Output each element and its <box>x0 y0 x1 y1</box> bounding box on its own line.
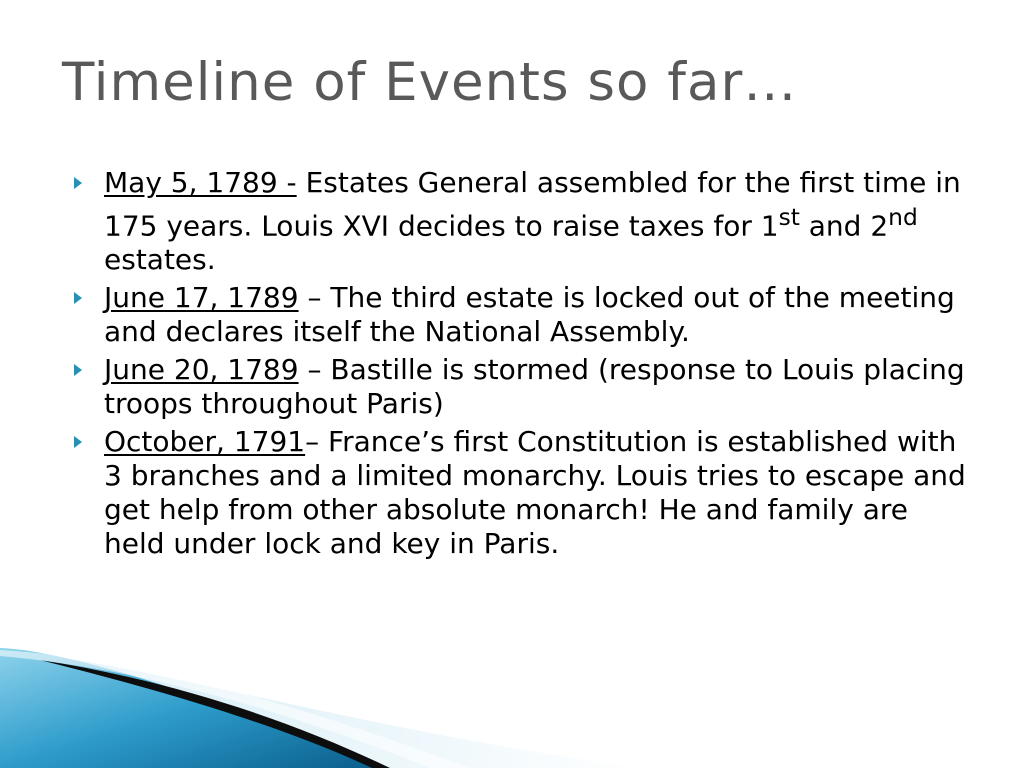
event-text: – The third estate is locked out of the meeting and declares itself the National Assembly. <box>104 281 955 349</box>
slide-title: Timeline of Events so far… <box>62 52 798 113</box>
event-text: – France’s first Constitution is established with 3 branches and a limited monarchy. Louis tries to escape and get help from other absolute monarch! He and family are held under lock and key in Paris. <box>104 425 966 561</box>
superscript: st <box>778 203 800 231</box>
event-date: October, 1791 <box>104 425 306 459</box>
event-text: estates. <box>104 243 216 277</box>
event-text: and 2 <box>799 209 889 243</box>
superscript: nd <box>888 203 918 231</box>
event-date: June 17, 1789 <box>104 281 299 315</box>
event-text: Estates General assembled for the first time in 175 years. Louis XVI decides to raise taxes for 1 <box>104 166 961 243</box>
event-date: May 5, 1789 - <box>104 166 297 199</box>
event-date: June 20, 1789 <box>104 353 299 387</box>
event-text: – Bastille is stormed (response to Louis placing troops throughout Paris) <box>104 353 965 421</box>
